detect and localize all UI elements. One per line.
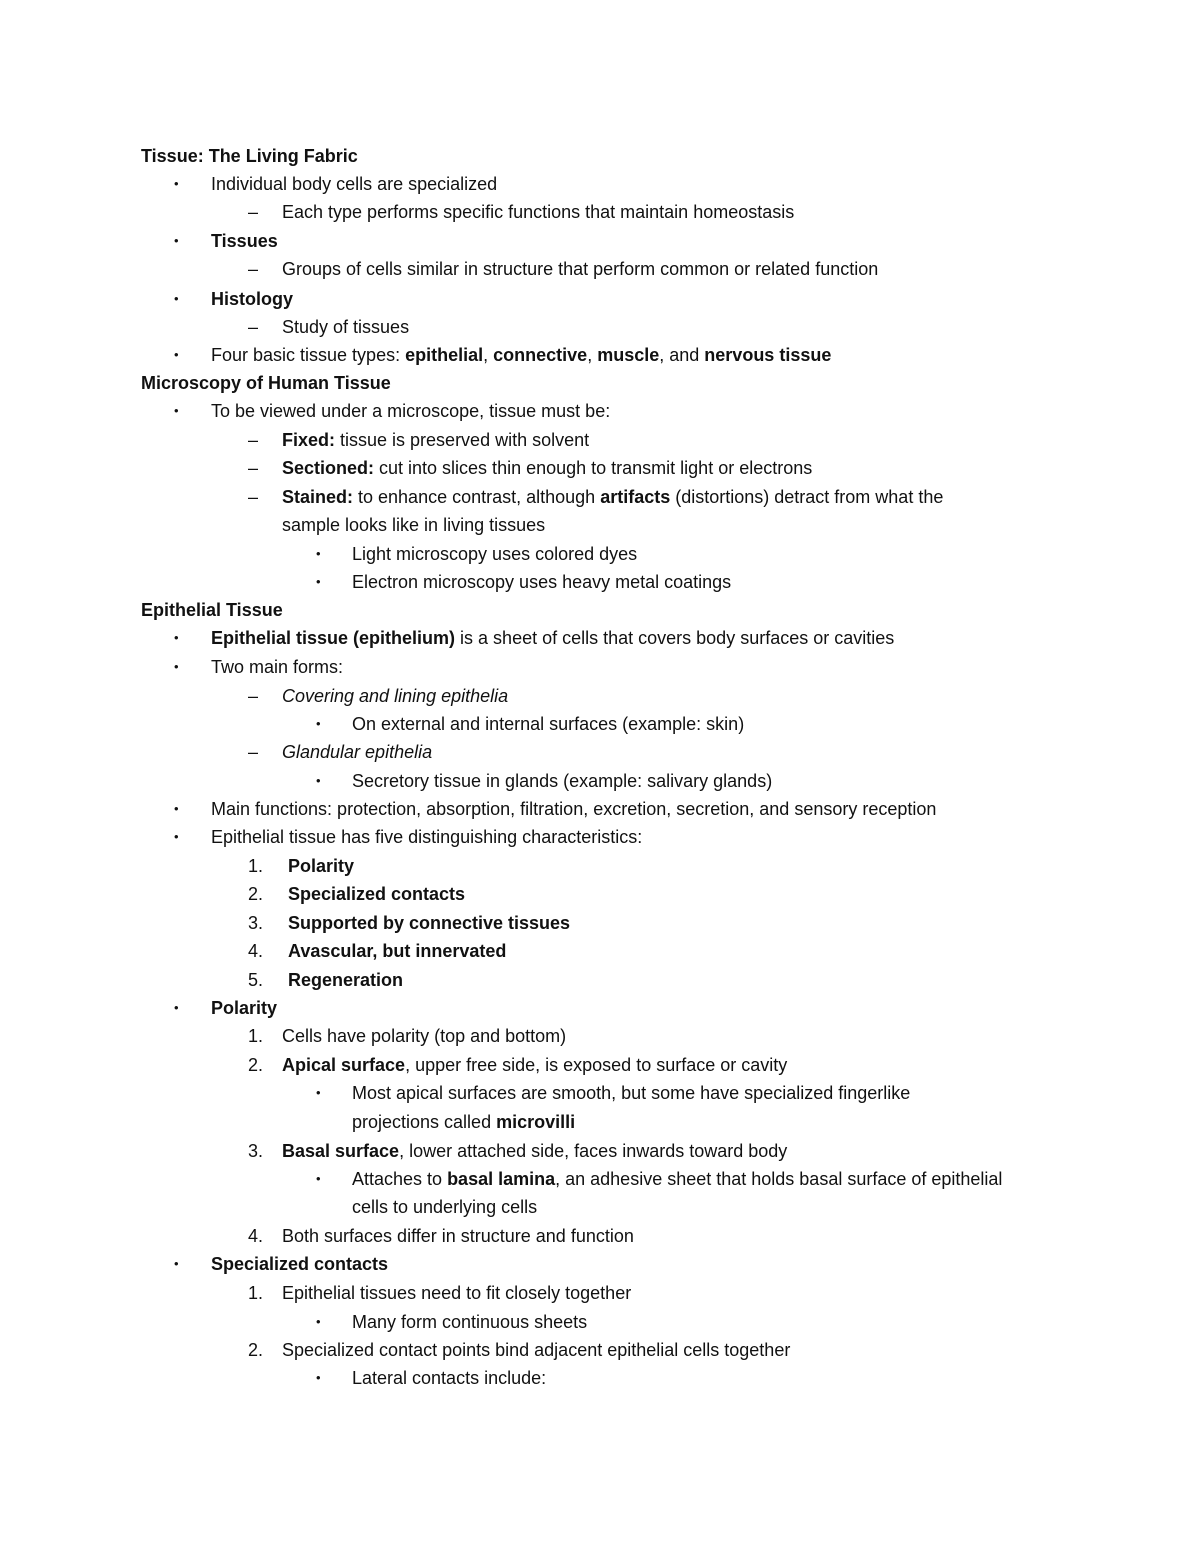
dash-icon: – — [248, 487, 259, 507]
dash-icon: – — [248, 742, 259, 762]
term: Basal surface — [282, 1141, 400, 1161]
list-item — [282, 456, 812, 480]
term: connective — [493, 345, 588, 365]
text-run: to enhance contrast, although — [353, 487, 601, 507]
list-item: Epithelial tissue has five distinguishing characteristics: — [211, 827, 643, 847]
list-item — [352, 1167, 1002, 1191]
term: basal lamina — [447, 1169, 556, 1189]
term: artifacts — [600, 487, 671, 507]
list-item: Main functions: protection, absorption, filtration, excretion, secretion, and sensory reception — [211, 799, 937, 819]
list-item: Most apical surfaces are smooth, but some have specialized fingerlike — [352, 1083, 911, 1103]
term: epithelial — [405, 345, 484, 365]
list-item: Specialized contact points bind adjacent epithelial cells together — [282, 1340, 791, 1360]
list-item: Each type performs specific functions that maintain homeostasis — [282, 202, 795, 222]
list-item-continuation: cells to underlying cells — [352, 1197, 538, 1217]
dash-icon: – — [248, 202, 259, 222]
list-item: Tissues — [211, 231, 278, 251]
text-run: Four basic tissue types: — [211, 345, 406, 365]
list-number: 3. — [248, 1141, 264, 1161]
list-item — [282, 428, 589, 452]
list-item: On external and internal surfaces (example: skin) — [352, 714, 745, 734]
dash-icon: – — [248, 259, 259, 279]
bullet-icon: • — [174, 829, 179, 844]
list-item: Supported by connective tissues — [288, 913, 571, 933]
list-number: 4. — [248, 941, 264, 961]
list-item — [282, 1053, 787, 1077]
bullet-icon: • — [316, 546, 321, 561]
bullet-icon: • — [174, 630, 179, 645]
bullet-icon: • — [174, 659, 179, 674]
list-item: Both surfaces differ in structure and function — [282, 1226, 634, 1246]
list-item: Groups of cells similar in structure that perform common or related function — [282, 259, 879, 279]
dash-icon: – — [248, 686, 259, 706]
list-item: Covering and lining epithelia — [282, 686, 509, 706]
text-run: , — [587, 345, 598, 365]
list-item: To be viewed under a microscope, tissue must be: — [211, 401, 611, 421]
list-number: 1. — [248, 1026, 264, 1046]
bullet-icon: • — [174, 1256, 179, 1271]
list-item: Individual body cells are specialized — [211, 174, 498, 194]
list-item: Histology — [211, 289, 294, 309]
heading-epithelial-tissue: Epithelial Tissue — [141, 600, 283, 620]
list-item — [282, 485, 943, 509]
term: nervous tissue — [704, 345, 832, 365]
bullet-icon: • — [174, 347, 179, 362]
list-item: Regeneration — [288, 970, 404, 990]
list-item: Avascular, but innervated — [288, 941, 507, 961]
list-item: Light microscopy uses colored dyes — [352, 544, 638, 564]
list-item — [211, 343, 831, 367]
term: Sectioned: — [282, 458, 375, 478]
list-item: Glandular epithelia — [282, 742, 433, 762]
list-item: Epithelial tissues need to fit closely together — [282, 1283, 632, 1303]
bullet-icon: • — [316, 574, 321, 589]
term: muscle — [597, 345, 660, 365]
text-run: (distortions) detract from what the — [670, 487, 944, 507]
bullet-icon: • — [316, 1171, 321, 1186]
bullet-icon: • — [174, 233, 179, 248]
list-item — [282, 1139, 787, 1163]
dash-icon: – — [248, 317, 259, 337]
bullet-icon: • — [316, 716, 321, 731]
bullet-icon: • — [174, 176, 179, 191]
bullet-icon: • — [316, 1085, 321, 1100]
text-run: tissue is preserved with solvent — [335, 430, 590, 450]
bullet-icon: • — [174, 1000, 179, 1015]
list-item: Lateral contacts include: — [352, 1368, 547, 1388]
list-number: 5. — [248, 970, 264, 990]
text-run: projections called — [352, 1112, 497, 1132]
list-number: 1. — [248, 856, 264, 876]
list-item-continuation: sample looks like in living tissues — [282, 515, 546, 535]
dash-icon: – — [248, 430, 259, 450]
bullet-icon: • — [316, 1314, 321, 1329]
list-item-continuation — [352, 1110, 575, 1134]
text-run: Attaches to — [352, 1169, 448, 1189]
dash-icon: – — [248, 458, 259, 478]
text-run: , lower attached side, faces inwards toward body — [399, 1141, 788, 1161]
list-item: Polarity — [288, 856, 355, 876]
term: Fixed: — [282, 430, 336, 450]
heading-microscopy: Microscopy of Human Tissue — [141, 373, 391, 393]
list-number: 1. — [248, 1283, 264, 1303]
list-item: Secretory tissue in glands (example: salivary glands) — [352, 771, 773, 791]
text-run: , — [483, 345, 494, 365]
text-run: is a sheet of cells that covers body surfaces or cavities — [455, 628, 895, 648]
list-item: Many form continuous sheets — [352, 1312, 588, 1332]
bullet-icon: • — [316, 773, 321, 788]
term: microvilli — [496, 1112, 576, 1132]
text-run: cut into slices thin enough to transmit light or electrons — [374, 458, 813, 478]
term: Epithelial tissue (epithelium) — [211, 628, 456, 648]
bullet-icon: • — [174, 291, 179, 306]
list-number: 2. — [248, 1340, 264, 1360]
list-number: 3. — [248, 913, 264, 933]
bullet-icon: • — [174, 801, 179, 816]
heading-tissue-living-fabric: Tissue: The Living Fabric — [141, 146, 358, 166]
list-item: Specialized contacts — [211, 1254, 389, 1274]
term: Stained: — [282, 487, 354, 507]
text-run: , an adhesive sheet that holds basal surface of epithelial — [555, 1169, 1003, 1189]
list-item: Cells have polarity (top and bottom) — [282, 1026, 567, 1046]
list-item: Specialized contacts — [288, 884, 466, 904]
list-number: 4. — [248, 1226, 264, 1246]
list-item: Two main forms: — [211, 657, 344, 677]
list-item: Polarity — [211, 998, 278, 1018]
bullet-icon: • — [316, 1370, 321, 1385]
list-item — [211, 626, 894, 650]
list-item: Study of tissues — [282, 317, 410, 337]
list-number: 2. — [248, 1055, 264, 1075]
list-item: Electron microscopy uses heavy metal coatings — [352, 572, 732, 592]
bullet-icon: • — [174, 403, 179, 418]
term: Apical surface — [282, 1055, 406, 1075]
text-run: , and — [659, 345, 705, 365]
list-number: 2. — [248, 884, 264, 904]
text-run: , upper free side, is exposed to surface or cavity — [405, 1055, 788, 1075]
